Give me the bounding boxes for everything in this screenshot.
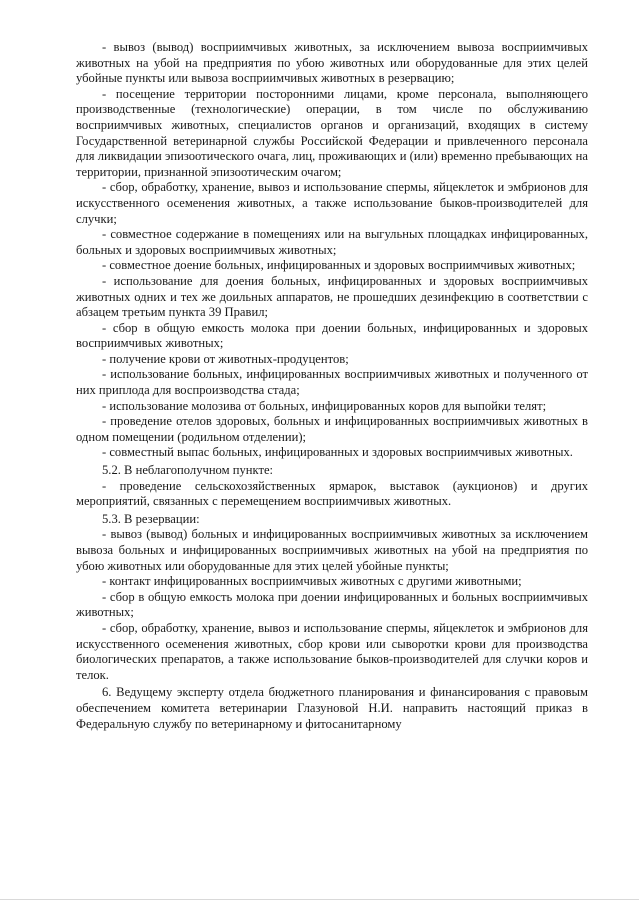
paragraph: - использование молозива от больных, инфицированных коров для выпойки телят; [102, 398, 547, 413]
paragraph: - использование больных, инфицированных восприимчивых животных и полученного от них приплода для воспроизводства стада; [76, 367, 588, 398]
paragraph: - сбор, обработку, хранение, вывоз и использование спермы, яйцеклеток и эмбрионов для искусственного осеменения животных, сбор крови или сыворотки крови для производства биологических препаратов, а также использование быков-производителей для случки коров и телок. [76, 620, 588, 682]
paragraph: - совместное содержание в помещениях или на выгульных площадках инфицированных, больных и здоровых восприимчивых животных; [76, 227, 588, 257]
paragraph: - сбор в общую емкость молока при доении инфицированных и больных восприимчивых животных; [76, 589, 588, 620]
paragraph: - контакт инфицированных восприимчивых животных с другими животными; [102, 574, 522, 589]
paragraph: - использование для доения больных, инфицированных и здоровых восприимчивых животных одних и тех же доильных аппаратов, не прошедших дезинфекцию в соответствии с абзацем третьим пункта 39 Правил; [76, 273, 588, 320]
paragraph: - проведение сельскохозяйственных ярмарок, выставок (аукционов) и других мероприятий, связанных с перемещением восприимчивых животных. [76, 478, 588, 509]
paragraph: 6. Ведущему эксперту отдела бюджетного планирования и финансирования с правовым обеспечением комитета ветеринарии Глазуновой Н.И. направить настоящий приказ в Федеральную службу по ветеринарному и фитосанитарному [76, 685, 588, 731]
paragraph: - совместное доение больных, инфицированных и здоровых восприимчивых животных; [102, 258, 576, 273]
paragraph: - сбор, обработку, хранение, вывоз и использование спермы, яйцеклеток и эмбрионов для искусственного осеменения животных, а также использование быков-производителей для случки; [76, 180, 588, 226]
paragraph: - совместный выпас больных, инфицированных и здоровых восприимчивых животных. [102, 445, 573, 460]
document-page [76, 40, 588, 732]
paragraph: - вывоз (вывод) больных и инфицированных восприимчивых животных за исключением вывоза больных и инфицированных восприимчивых животных на убой на предприятия по убою животных или оборудованные для этих целей убойные пункты; [76, 527, 588, 573]
page-bottom-edge [0, 899, 639, 900]
section-heading: 5.2. В неблагополучном пункте: [102, 463, 274, 478]
paragraph: - сбор в общую емкость молока при доении больных, инфицированных и здоровых восприимчивых животных; [76, 320, 588, 351]
paragraph: - вывоз (вывод) восприимчивых животных, за исключением вывоза восприимчивых животных на убой на предприятия по убою животных или оборудованные для этих целей убойные пункты или вывоза восприимчивых животных в резервацию; [76, 40, 588, 86]
section-heading: 5.3. В резервации: [102, 511, 200, 526]
paragraph: - посещение территории посторонними лицами, кроме персонала, выполняющего производственные (технологические) операции, в том числе по обслуживанию восприимчивых животных, специалистов органов и организаций, входящих в систему Государственной ветеринарной службы Российской Федерации и привлеченного персонала для ликвидации эпизоотического очага, лиц, проживающих и (или) временно пребывающих на территории, признанной эпизоотическим очагом; [76, 86, 588, 179]
paragraph: - проведение отелов здоровых, больных и инфицированных восприимчивых животных в одном помещении (родильном отделении); [76, 414, 588, 444]
paragraph: - получение крови от животных-продуцентов; [102, 351, 349, 366]
